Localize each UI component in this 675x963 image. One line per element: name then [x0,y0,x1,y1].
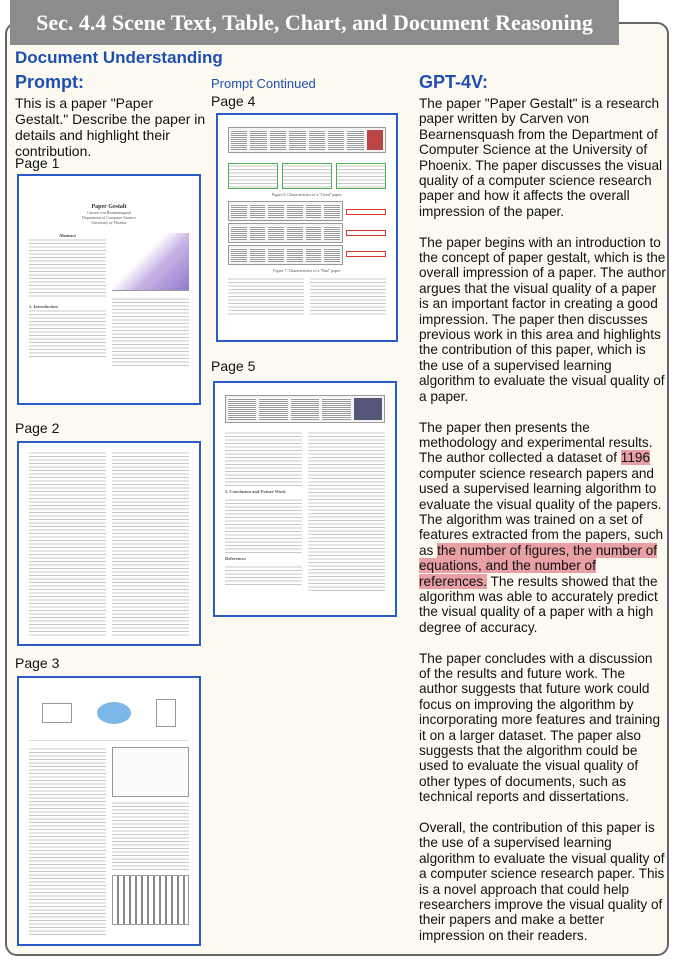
response-text: The paper then presents the methodology and experimental results. The author collected a dataset of [419,419,653,466]
response-paragraph-1: The paper "Paper Gestalt" is a research paper written by Carven von Bearnensquash from the Department of Computer Science at the University of Phoenix. The paper discusses the visual quality of a computer science research paper and how it affects the overall impression of the paper. [419,96,663,219]
response-paragraph-3 [419,420,667,636]
paper-author: Carven von Bearnensquash [87,210,131,215]
page-1-label: Page 1 [15,155,60,171]
abstract-heading: Abstract [59,233,76,238]
page-2-label: Page 2 [15,420,60,436]
page-2-thumbnail [17,441,201,646]
page-4-label: Page 4 [211,93,256,109]
page-5-thumbnail [213,381,397,617]
gpt4v-heading: GPT-4V: [419,72,489,92]
response-paragraph-2: The paper begins with an introduction to the concept of paper gestalt, which is the overall impression of a paper. The author argues that the visual quality of a paper is an important factor in creating a good impression. The paper then discusses previous work in this area and highlights the contribution of this paper, which is the use of a supervised learning algorithm to evaluate the visual quality of a paper. [419,234,666,404]
submission-chart [112,233,189,291]
page-3-label: Page 3 [15,655,60,671]
references-heading: References [225,556,246,561]
page-3-thumbnail [17,676,201,946]
gpt4v-response [419,96,667,959]
intro-heading: 1. Introduction [29,304,58,309]
paper-univ: University of Phoenix [91,220,127,225]
response-paragraph-4: The paper concludes with a discussion of the results and future work. The author suggests that future work could focus on improving the algorithm by incorporating more features and training it on a larger dataset. The paper also suggests that the algorithm could be used to evaluate the visual quality of other types of documents, such as technical reports and dissertations. [419,650,661,805]
figure-6-caption: Figure 6. Characteristics of a "Good" paper. [271,192,343,197]
highlight-features: the number of figures, the number of equations, and the number of references. [419,542,658,589]
section-heading: Document Understanding [15,48,223,67]
page-5-label: Page 5 [211,358,256,374]
highlight-dataset-size: 1196 [620,450,651,466]
paper-dept: Department of Computer Science [82,215,136,220]
figure-7-caption: Figure 7. Characteristics of a "Bad" paper. [273,268,341,273]
page-4-thumbnail [216,113,398,342]
response-text: computer science research papers and used a supervised learning algorithm to evaluate the visual quality of the papers. The algorithm was trained on a set of features extracted from the papers, such as [419,465,664,558]
page-1-thumbnail [17,174,201,405]
section-title: Sec. 4.4 Scene Text, Table, Chart, and Document Reasoning [10,0,619,45]
response-paragraph-5: Overall, the contribution of this paper is the use of a supervised learning algorithm to evaluate the visual quality of a computer science research paper. This is a novel approach that could help researchers improve the visual quality of their papers and make a better impression on their readers. [419,820,665,943]
paper-title: Paper Gestalt [91,204,127,210]
prompt-text: This is a paper "Paper Gestalt." Describe the paper in details and highlight their contribution. [15,95,206,159]
conclusion-heading: 5. Conclusion and Future Work [225,489,286,494]
prompt-heading: Prompt: [15,72,84,92]
prompt-continued-label: Prompt Continued [211,76,316,91]
response-text: The results showed that the algorithm was able to accurately predict the visual quality of a paper with a high degree of accuracy. [419,573,658,635]
